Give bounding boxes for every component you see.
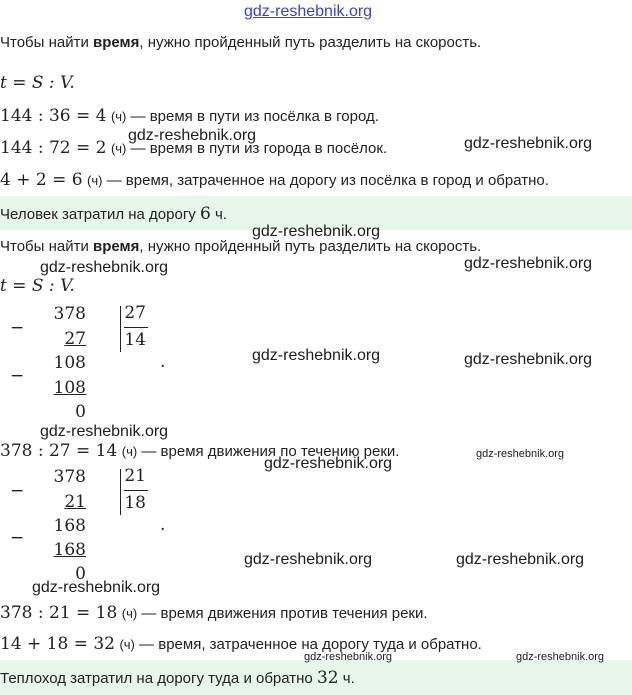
watermark: gdz-reshebnik.org bbox=[252, 223, 381, 240]
period: . bbox=[160, 515, 166, 535]
remainder: 168 bbox=[53, 516, 86, 536]
minus-sign: − bbox=[10, 528, 25, 548]
unit: (ч) bbox=[121, 444, 138, 459]
watermark: gdz-reshebnik.org bbox=[252, 347, 381, 364]
minus-sign: − bbox=[10, 366, 25, 386]
unit: (ч) bbox=[119, 637, 135, 652]
remainder: 108 bbox=[53, 353, 86, 373]
subtrahend: 27 bbox=[64, 329, 86, 349]
line-description: — время, затраченное на дорогу туда и обратно. bbox=[134, 636, 482, 653]
watermark: gdz-reshebnik.org bbox=[32, 579, 161, 596]
answer-number: 6 bbox=[199, 204, 211, 224]
watermark: gdz-reshebnik.org bbox=[40, 259, 169, 276]
watermark: gdz-reshebnik.org bbox=[516, 651, 605, 663]
expression: 378 : 21 = 18 bbox=[0, 603, 118, 623]
quotient: 14 bbox=[124, 330, 146, 350]
answer-box bbox=[0, 660, 632, 695]
subtrahend: 108 bbox=[53, 378, 86, 398]
solution-line bbox=[0, 170, 549, 190]
intro-text: Чтобы найти время, нужно пройденный путь разделить на скорость. bbox=[0, 238, 482, 255]
answer-text: Теплоход затратил на дорогу туда и обратно 32 ч. bbox=[0, 668, 355, 688]
expression: 14 + 18 = 32 bbox=[0, 634, 115, 654]
solution-line bbox=[0, 634, 482, 654]
expression: 144 : 72 = 2 bbox=[0, 138, 107, 158]
subtrahend: 21 bbox=[64, 492, 86, 512]
minus-sign: − bbox=[10, 318, 25, 338]
watermark: gdz-reshebnik.org bbox=[464, 135, 593, 152]
solution-line bbox=[0, 603, 428, 623]
watermark: gdz-reshebnik.org bbox=[476, 448, 565, 460]
quotient: 18 bbox=[124, 493, 146, 513]
divisor: 27 bbox=[124, 303, 146, 323]
remainder: 0 bbox=[75, 564, 86, 584]
dividend: 378 bbox=[53, 467, 86, 487]
line-description: — время в пути из посёлка в город. bbox=[126, 108, 379, 125]
intro-bold-word: время bbox=[93, 238, 140, 255]
watermark: gdz-reshebnik.org bbox=[464, 255, 593, 272]
answer-text: Человек затратил на дорогу 6 ч. bbox=[0, 204, 227, 224]
period: . bbox=[160, 352, 166, 372]
unit: (ч) bbox=[110, 141, 127, 156]
expression: 4 + 2 = 6 bbox=[0, 170, 83, 190]
watermark: gdz-reshebnik.org bbox=[464, 351, 593, 368]
formula: t = S : V. bbox=[0, 73, 75, 93]
line-description: — время движения против течения реки. bbox=[137, 605, 428, 622]
expression: 144 : 36 = 4 bbox=[0, 106, 107, 126]
line-description: — время в пути из города в посёлок. bbox=[126, 140, 388, 157]
watermark: gdz-reshebnik.org bbox=[128, 127, 257, 144]
line-description: — время, затраченное на дорогу из посёлка в город и обратно. bbox=[102, 172, 549, 189]
solution-line bbox=[0, 106, 379, 126]
watermark: gdz-reshebnik.org bbox=[264, 455, 393, 472]
formula: t = S : V. bbox=[0, 276, 75, 296]
intro-bold-word: время bbox=[93, 34, 140, 51]
intro-text: Чтобы найти время, нужно пройденный путь разделить на скорость. bbox=[0, 34, 482, 51]
unit: (ч) bbox=[110, 109, 127, 124]
watermark-top[interactable] bbox=[244, 3, 372, 21]
watermark: gdz-reshebnik.org bbox=[40, 423, 169, 440]
expression: 378 : 27 = 14 bbox=[0, 441, 118, 461]
answer-number: 32 bbox=[316, 668, 339, 688]
divisor: 21 bbox=[124, 466, 146, 486]
remainder: 0 bbox=[75, 402, 86, 422]
unit: (ч) bbox=[87, 173, 103, 188]
quotient-line bbox=[124, 327, 148, 328]
line-description: — время движения по течению реки. bbox=[137, 443, 400, 460]
watermark: gdz-reshebnik.org bbox=[456, 551, 585, 568]
subtrahend: 168 bbox=[53, 540, 86, 560]
watermark: gdz-reshebnik.org bbox=[304, 651, 393, 663]
watermark: gdz-reshebnik.org bbox=[244, 551, 373, 568]
watermark-link[interactable]: gdz-reshebnik.org bbox=[244, 3, 373, 20]
minus-sign: − bbox=[10, 481, 25, 501]
dividend: 378 bbox=[53, 304, 86, 324]
unit: (ч) bbox=[121, 606, 138, 621]
quotient-line bbox=[124, 490, 148, 491]
